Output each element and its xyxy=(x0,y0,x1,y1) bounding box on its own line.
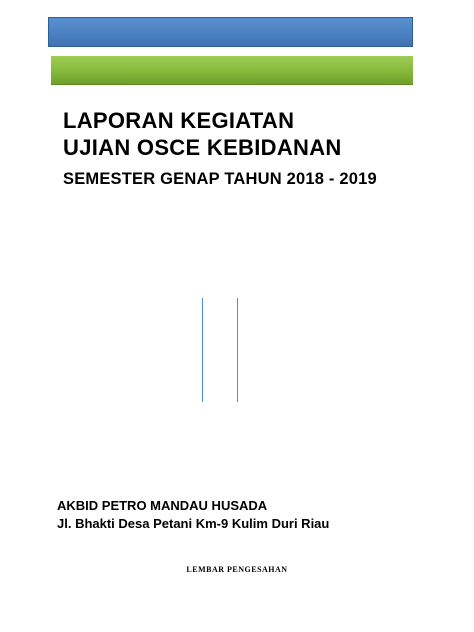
institution-name: AKBID PETRO MANDAU HUSADA xyxy=(57,498,268,513)
institution-address: Jl. Bhakti Desa Petani Km-9 Kulim Duri Riau xyxy=(57,516,330,531)
report-title-line-1: LAPORAN KEGIATAN xyxy=(63,108,295,133)
header-green-bar xyxy=(51,56,413,85)
report-title-line-2: UJIAN OSCE KEBIDANAN xyxy=(63,135,342,160)
header-blue-bar xyxy=(48,17,413,47)
approval-sheet-title: LEMBAR PENGESAHAN xyxy=(186,565,288,574)
decorative-vertical-line-right xyxy=(237,298,238,402)
decorative-vertical-line-left xyxy=(202,298,203,402)
report-subtitle-semester: SEMESTER GENAP TAHUN 2018 - 2019 xyxy=(63,170,377,188)
